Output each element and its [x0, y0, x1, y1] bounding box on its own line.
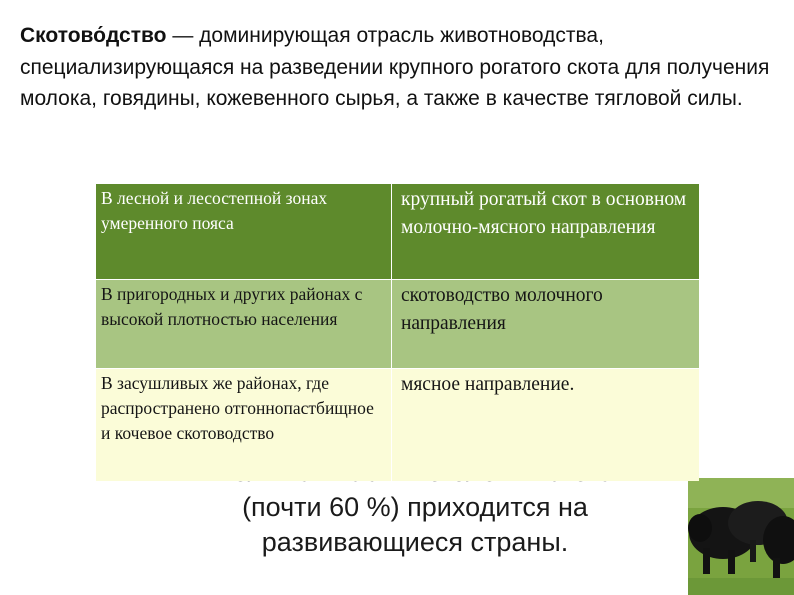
cattle-photo: [688, 478, 794, 595]
bottom-line-3: развивающиеся страны.: [261, 527, 569, 557]
table-cell-region: В лесной и лесостепной зонах умеренного пояса: [96, 184, 392, 279]
table-row: [96, 184, 699, 280]
table-cell-direction: скотоводство молочного направления: [401, 285, 603, 334]
table-cell-direction: мясное направление.: [401, 374, 575, 395]
cattle-icon: [688, 478, 794, 595]
table-row: [96, 369, 699, 481]
cattle-breeding-table: [96, 184, 699, 481]
intro-text: — доминирующая отрасль животноводства, специализирующаяся на разведении крупного рогатого скота для получения молока, говядины, кожевенного сырья, а также в качестве тягловой силы.: [20, 24, 770, 110]
intro-paragraph: [20, 20, 780, 115]
intro-term: Скотово́дство: [20, 24, 167, 47]
table-cell-direction: крупный рогатый скот в основном молочно-мясного направления: [401, 189, 687, 238]
table-row: [96, 280, 699, 369]
bottom-line-2: (почти 60 %) приходится на: [242, 492, 588, 522]
table-cell-region: В засушливых же районах, где распространено отгоннопастбищное и кочевое скотоводство: [96, 369, 392, 481]
table-cell-region: В пригородных и других районах с высокой плотностью населения: [96, 280, 392, 368]
